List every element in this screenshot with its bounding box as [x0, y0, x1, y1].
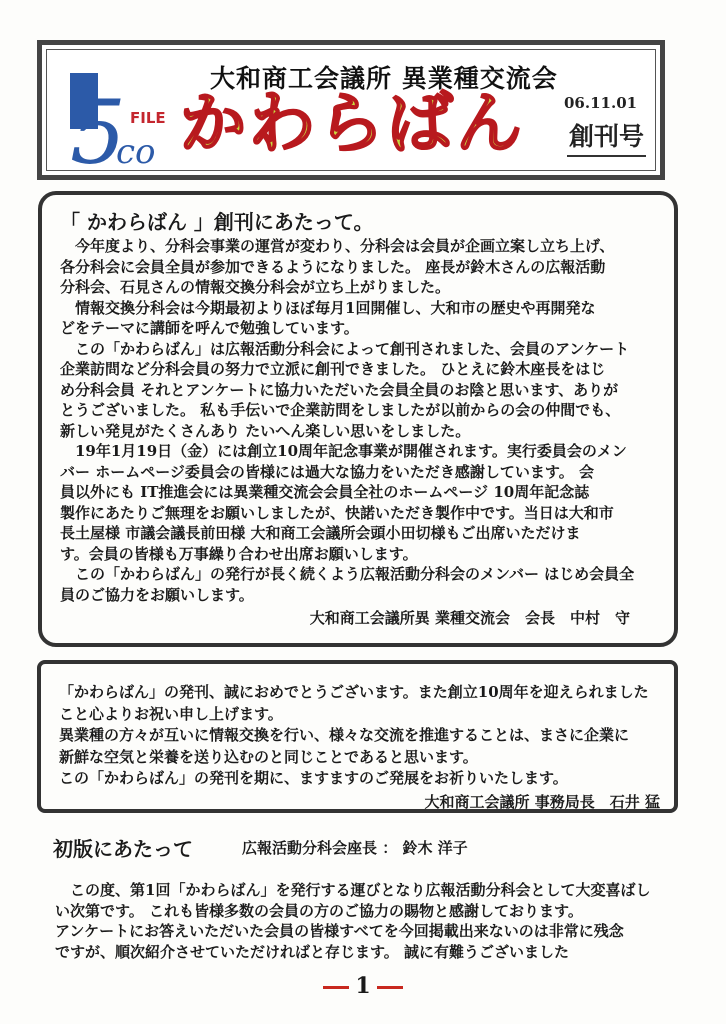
logo-emblem: [64, 67, 184, 167]
secretary-message-box: [37, 660, 678, 813]
chairman-message-line: 19年1月19日（金）には創立10周年記念事業が開催されます。実行委員会のメン: [60, 442, 627, 460]
chairman-message-line: 情報交換分科会は今期最初よりほぼ毎月1回開催し、大和市の歴史や再開発な: [60, 298, 596, 317]
footer-dash-left: [323, 986, 349, 989]
logo-suffix: co: [116, 132, 156, 167]
secretary-signature: 大和商工会議所 事務局長 石井 猛: [424, 792, 660, 811]
newsletter-title: かわらばん: [180, 85, 525, 162]
chairman-message-line: 製作にあたりご無理をお願いしましたが、快諾いただき製作中です。当日は大和市: [60, 503, 614, 522]
page-number: 1: [355, 973, 371, 999]
chairman-message-line: す。会員の皆様も万事繰り合わせ出席お願いします。: [60, 544, 418, 563]
section-body-line: い次第です。 これも皆様多数の会員の方のご協力の賜物と感謝しております。: [55, 901, 583, 920]
chairman-message-line: 員以外にも IT推進会には異業種交流会会員全社のホームページ 10周年記念誌: [60, 483, 590, 501]
chairman-message-title: 「 かわらばん 」創刊にあたって。: [60, 210, 374, 234]
section-heading: 初版にあたって: [53, 837, 193, 861]
section-body: [55, 880, 650, 962]
secretary-message-line: 「かわらばん」の発刊、誠におめでとうございます。また創立10周年を迎えられました: [59, 683, 649, 701]
section-body-line: アンケートにお答えいただいた会員の皆様すべてを今回掲載出来ないのは非常に残念: [55, 922, 624, 940]
secretary-message-line: この「かわらばん」の発刊を期に、ますますのご発展をお祈りいたします。: [59, 769, 568, 787]
secretary-message-line: 新鮮な空気と栄養を送り込むのと同じことであると思います。: [59, 747, 478, 766]
logo-file-tag: FILE: [130, 109, 166, 127]
chairman-message-line: 企業訪問など分科会員の努力で立派に創刊できました。 ひとえに鈴木座長をはじ: [60, 360, 606, 378]
section-body-line: この度、第1回「かわらばん」を発行する運びとなり広報活動分科会として大変喜ばし: [55, 881, 651, 899]
chairman-message-line: 各分科会に会員全員が参加できるようになりました。 座長が鈴木さんの広報活動: [60, 257, 606, 276]
section-body-line: ですが、順次紹介させていただければと存じます。 誠に有難うございました: [55, 942, 570, 961]
chairman-message-line: バー ホームページ委員会の皆様には過大な協力をいただき感謝しています。 会: [60, 462, 594, 481]
issue-date: 06.11.01: [564, 94, 638, 112]
chairman-message-line: 今年度より、分科会事業の運営が変わり、分科会は会員が企画立案し立ち上げ、: [60, 237, 615, 255]
logo-numeral: 5: [70, 81, 126, 167]
newsletter-header: [37, 40, 665, 180]
chairman-message-line: この「かわらばん」は広報活動分科会によって創刊されました、会員のアンケート: [60, 339, 630, 358]
chairman-message-line: め分科会員 それとアンケートに協力いただいた会員全員のお陰と思います、ありが: [60, 380, 619, 399]
chairman-message-line: 分科会、石見さんの情報交換分科会が立ち上がりました。: [60, 278, 451, 296]
chairman-signature: 大和商工会議所異 業種交流会 会長 中村 守: [309, 609, 630, 627]
secretary-message-content: [59, 682, 660, 813]
footer-dash-right: [377, 986, 403, 989]
chairman-message-line: とうございました。 私も手伝いで企業訪問をしましたが以前からの会の仲間でも、: [60, 401, 621, 419]
section-author: 広報活動分科会座長 ： 鈴木 洋子: [242, 839, 468, 857]
chairman-message-line: この「かわらばん」の発行が長く続くよう広報活動分科会のメンバー はじめ会員全: [60, 565, 635, 583]
chairman-message-line: どをテーマに講師を呼んで勉強しています。: [60, 319, 359, 337]
organization-title: 大和商工会議所 異業種交流会: [210, 64, 558, 93]
secretary-message-line: こと心よりお祝い申し上げます。: [59, 704, 283, 723]
chairman-message-line: 員のご協力をお願いします。: [60, 585, 254, 604]
chairman-message-line: 長土屋様 市議会議長前田様 大和商工会議所会頭小田切様もご出席いただけま: [60, 524, 581, 542]
chairman-message-content: [60, 211, 660, 629]
chairman-message-line: 新しい発見がたくさんあり たいへん楽しい思いをしました。: [60, 421, 471, 440]
secretary-message-line: 異業種の方々が互いに情報交換を行い、様々な交流を推進することは、まさに企業に: [59, 726, 630, 744]
page-footer: [0, 973, 726, 999]
chairman-message-box: [38, 191, 678, 647]
issue-label: 創刊号: [567, 117, 646, 157]
